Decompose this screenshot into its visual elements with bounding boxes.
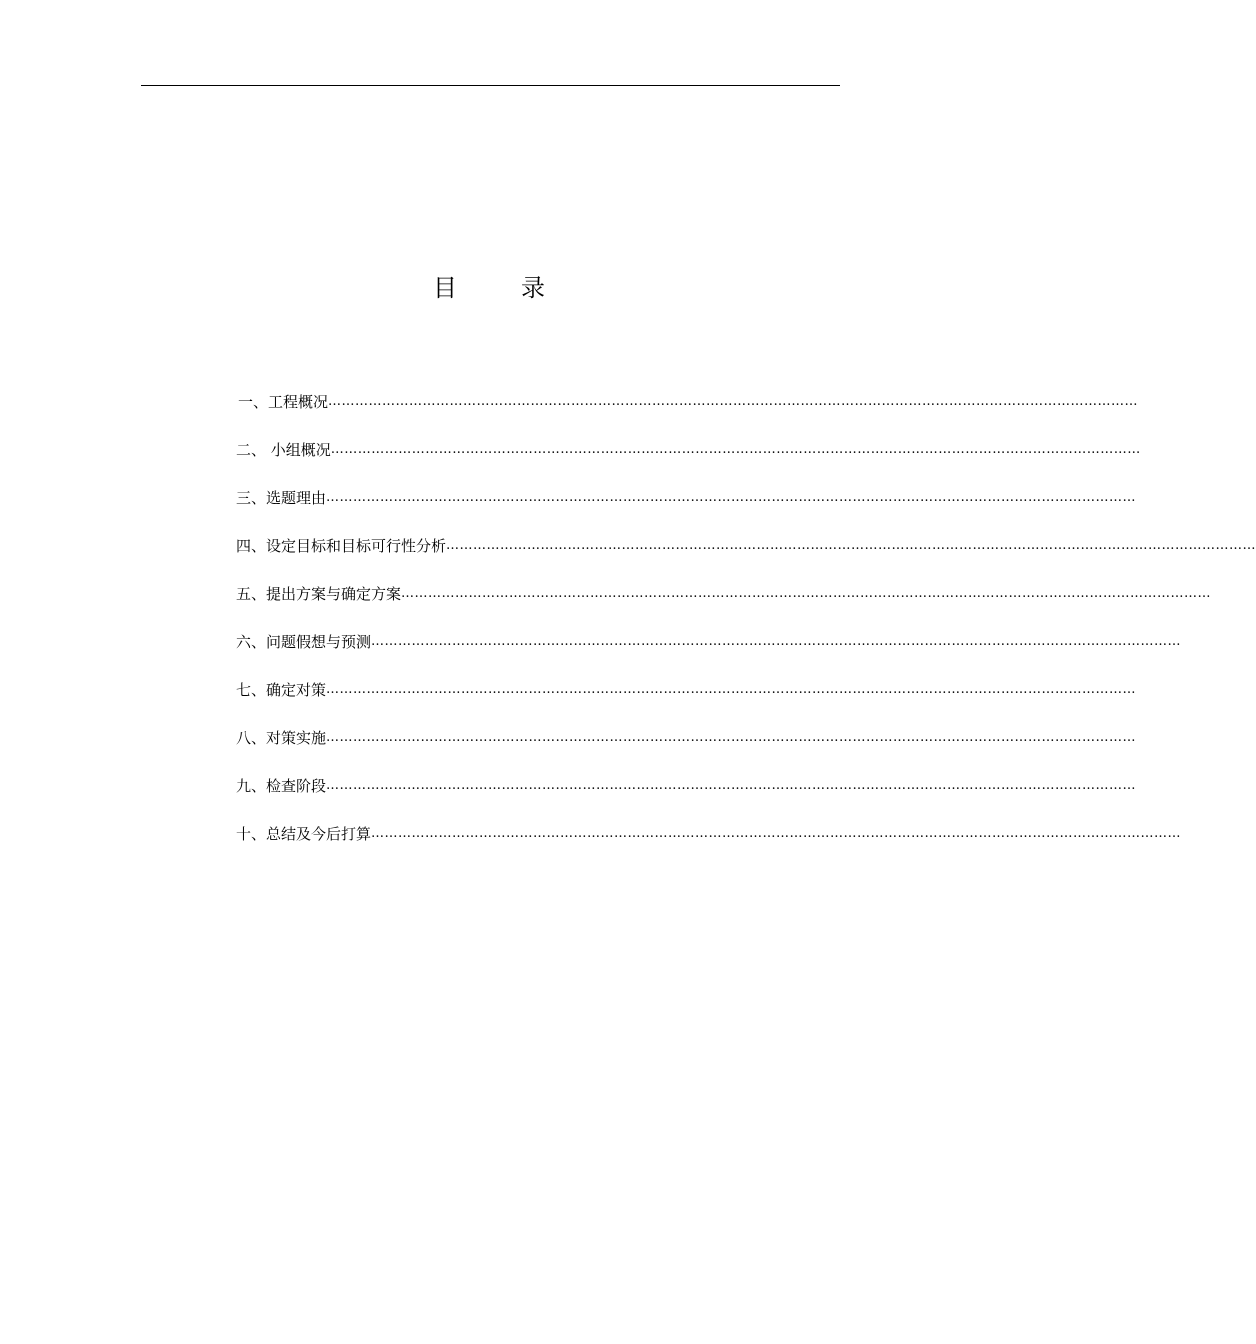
toc-entry-6[interactable] [236,631,1182,653]
dot-leader: ……………………………………………………………………………………………………………………………………………………………… [446,538,1256,553]
toc-entry-1[interactable] [238,391,1139,413]
dot-leader: ……………………………………………………………………………………………………………………………………………………………… [371,826,1182,841]
dot-leader: ……………………………………………………………………………………………………………………………………………………………… [326,682,1137,697]
toc-entry-label: 三、选题理由 [236,489,327,507]
toc-entry-label: 五、提出方案与确定方案 [236,585,402,603]
toc-entry-5[interactable] [236,583,1212,605]
toc-entry-label: 七、确定对策 [236,681,327,699]
dot-leader: ……………………………………………………………………………………………………………………………………………………………… [371,634,1182,649]
dot-leader: ……………………………………………………………………………………………………………………………………………………………… [330,442,1141,457]
toc-entry-label: 二、 小组概况 [236,441,331,459]
dot-leader: ……………………………………………………………………………………………………………………………………………………………… [326,730,1137,745]
toc-entry-2[interactable] [236,439,1141,461]
toc-entry-label: 八、对策实施 [236,729,327,747]
toc-entry-label: 六、问题假想与预测 [236,633,372,651]
dot-leader: ……………………………………………………………………………………………………………………………………………………………… [328,394,1139,409]
dot-leader: ……………………………………………………………………………………………………………………………………………………………… [326,778,1137,793]
toc-entry-8[interactable] [236,727,1137,749]
toc-entry-9[interactable] [236,775,1137,797]
dot-leader: ……………………………………………………………………………………………………………………………………………………………… [326,490,1137,505]
toc-entry-10[interactable] [236,823,1182,845]
toc-entry-7[interactable] [236,679,1137,701]
title-char-1: 目 [433,274,457,302]
toc-entry-label: 四、设定目标和目标可行性分析 [236,537,447,555]
title-char-2: 录 [521,274,545,302]
toc-entry-label: 一、工程概况 [238,393,329,411]
dot-leader: ……………………………………………………………………………………………………………………………………………………………… [401,586,1212,601]
toc-entry-3[interactable] [236,487,1137,509]
toc-entry-label: 十、总结及今后打算 [236,825,372,843]
toc-entry-4[interactable] [236,535,1256,557]
toc-entry-label: 九、检查阶段 [236,777,327,795]
